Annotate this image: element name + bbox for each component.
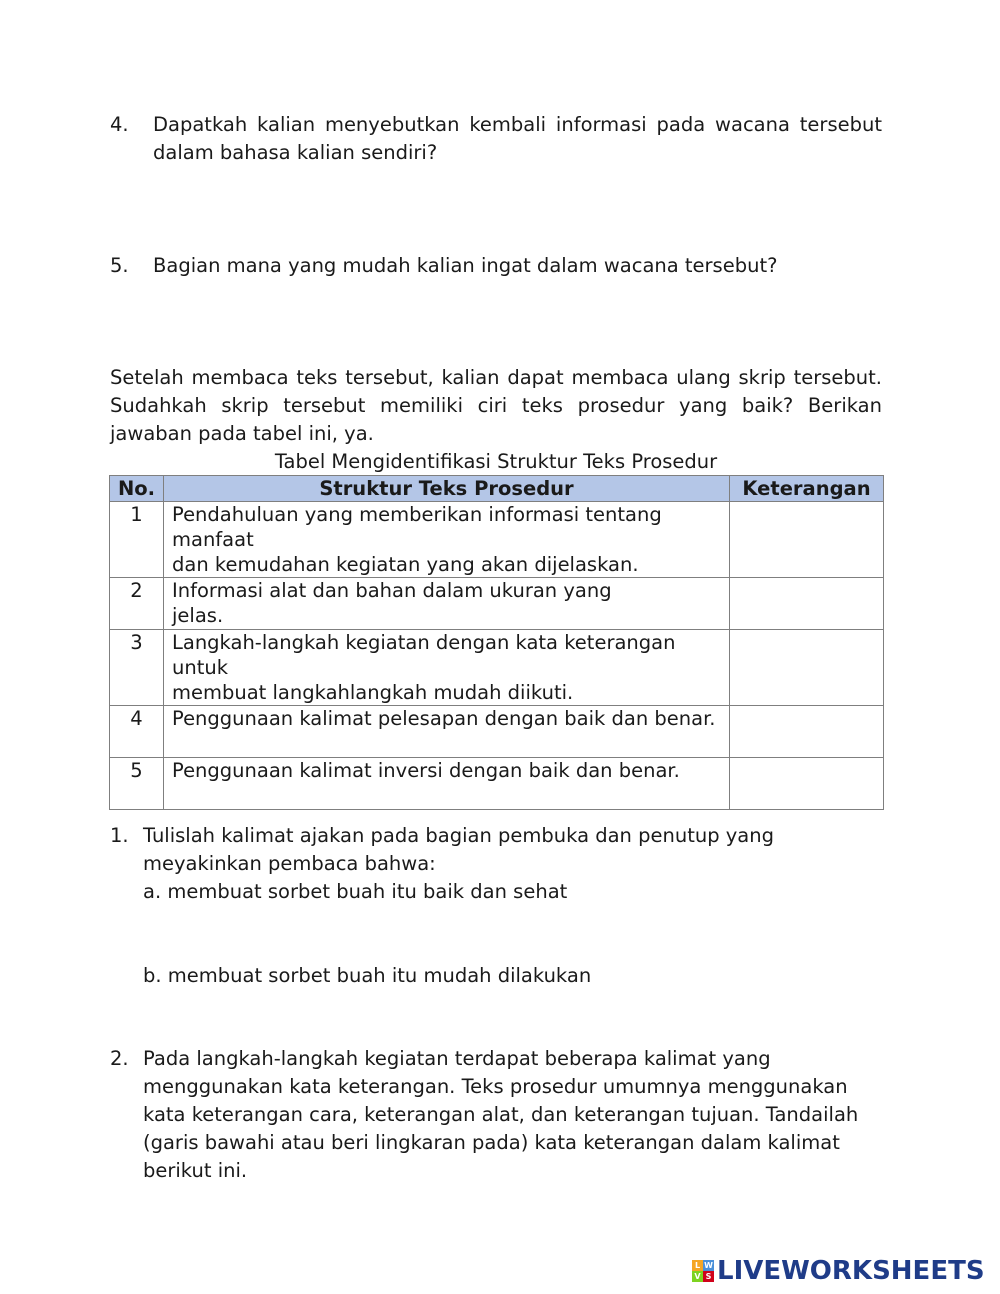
intro-paragraph: Setelah membaca teks tersebut, kalian dapat membaca ulang skrip tersebut. Sudahkah skrip tersebut memiliki ciri teks prosedur yang baik? Berikan jawaban pada tabel ini, ya. (110, 366, 882, 445)
row-description (164, 578, 730, 630)
logo-mark-letter: L (692, 1260, 703, 1271)
row-line: membuat langkahlangkah mudah diikuti. (172, 681, 574, 704)
row-note-cell[interactable] (730, 502, 884, 578)
row-line: Langkah-langkah kegiatan dengan kata keterangan untuk (172, 631, 676, 679)
header-structure: Struktur Teks Prosedur (164, 476, 730, 502)
question-4 (110, 111, 882, 167)
logo-mark-letter: V (692, 1271, 703, 1282)
table-row (110, 578, 884, 630)
task-2 (110, 1045, 882, 1185)
logo-mark-icon (692, 1260, 714, 1282)
logo-mark-letter: S (703, 1271, 714, 1282)
logo-mark-letter: W (704, 1261, 713, 1270)
row-line: Informasi alat dan bahan dalam ukuran yang (172, 579, 612, 602)
question-text: Dapatkah kalian menyebutkan kembali informasi pada wacana tersebut dalam bahasa kalian sendiri? (153, 113, 882, 164)
table-row (110, 706, 884, 758)
table-row (110, 630, 884, 706)
table-row (110, 758, 884, 810)
header-no: No. (110, 476, 164, 502)
row-line: Penggunaan kalimat pelesapan dengan baik dan benar. (172, 707, 716, 730)
question-text: Bagian mana yang mudah kalian ingat dalam wacana tersebut? (153, 254, 778, 277)
row-number: 1 (110, 502, 164, 578)
row-note-cell[interactable] (730, 758, 884, 810)
task-sub-a: a. membuat sorbet buah itu baik dan sehat (143, 880, 568, 903)
row-line: jelas. (172, 604, 224, 627)
table-caption: Tabel Mengidentifikasi Struktur Teks Prosedur (274, 450, 718, 473)
task-body (143, 822, 882, 906)
row-number: 4 (110, 706, 164, 758)
row-number: 3 (110, 630, 164, 706)
liveworksheets-logo[interactable] (692, 1256, 985, 1286)
row-line: dan kemudahan kegiatan yang akan dijelaskan. (172, 553, 639, 576)
row-description (164, 502, 730, 578)
question-number: 5. (110, 254, 129, 277)
structure-table (109, 475, 884, 810)
header-note: Keterangan (730, 476, 884, 502)
row-note-cell[interactable] (730, 706, 884, 758)
row-description (164, 706, 730, 758)
question-number: 4. (110, 113, 129, 136)
task-text: Tulislah kalimat ajakan pada bagian pembuka dan penutup yang meyakinkan pembaca bahwa: (143, 824, 774, 875)
row-description (164, 630, 730, 706)
row-number: 2 (110, 578, 164, 630)
row-line: Pendahuluan yang memberikan informasi tentang manfaat (172, 503, 662, 551)
row-description (164, 758, 730, 810)
logo-text: LIVEWORKSHEETS (717, 1256, 985, 1286)
task-number: 2. (110, 1047, 129, 1070)
task-sub-b: b. membuat sorbet buah itu mudah dilakukan (143, 964, 592, 987)
row-note-cell[interactable] (730, 578, 884, 630)
question-5 (110, 252, 882, 280)
task-number: 1. (110, 824, 129, 847)
table-row (110, 502, 884, 578)
task-1 (110, 822, 882, 906)
table-header-row (110, 476, 884, 502)
row-line: Penggunaan kalimat inversi dengan baik dan benar. (172, 759, 680, 782)
row-note-cell[interactable] (730, 630, 884, 706)
task-text: Pada langkah-langkah kegiatan terdapat beberapa kalimat yang menggunakan kata keterangan. Teks prosedur umumnya menggunakan kata keterangan cara, keterangan alat, dan keterangan tujuan. Tandailah (garis bawahi atau beri lingkaran pada) kata keterangan dalam kalimat berikut ini. (143, 1047, 859, 1182)
row-number: 5 (110, 758, 164, 810)
